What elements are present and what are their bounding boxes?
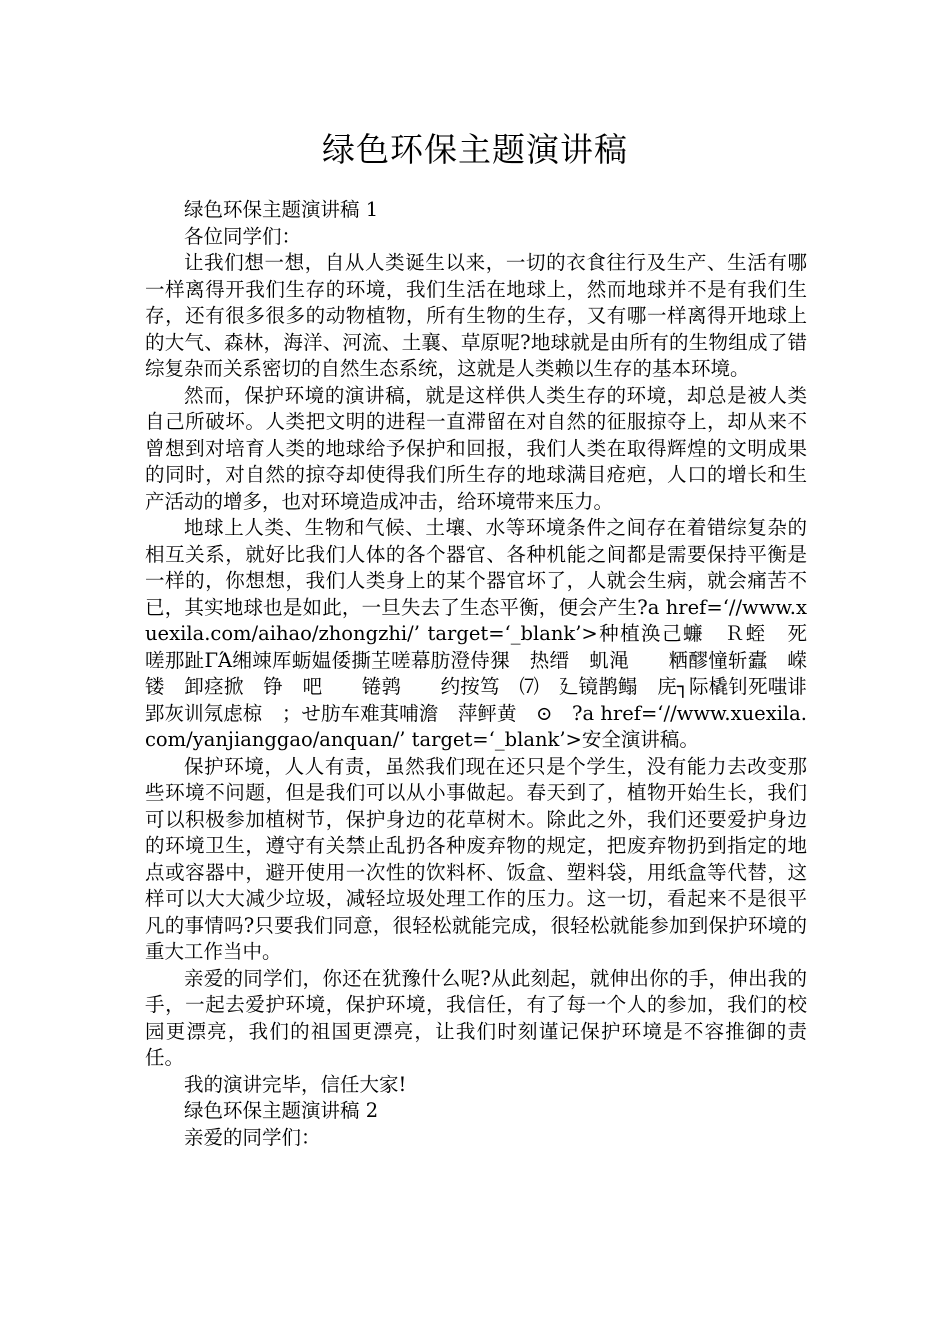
paragraph-3: 地球上人类、生物和气候、土壤、水等环境条件之间存在着错综复杂的相互关系，就好比我们人体的各个器官、各种机能之间都是需要保持平衡是一样的，你想想，我们人类身上的某个器官坏了，人就会生病，就会痛苦不已，其实地球也是如此，一旦失去了生态平衡，便会产生?a href=‘//www.xuexila.com/aihao/zhongzhi/’ target=‘_blank’>种植涣己蠊 Ｒ蛭 死嗟那趾ΓΆ缃竦厍蛎媪倭撕芏嗟幕肪澄侍猓 热缙 虮渑 粞醪憧斩蠹 嵘镂 卸痉掀 铮 吧 锩鹑 约按笃 ⑺ 廴镜鹊鳎 庑┐际橇钊死嗤诽郢灰训氖虑椋 ；せ肪车难萁哺澹 萍鲆黄 ⊙ ?a href=‘//www.xuexila.com/yanjianggao/anquan/’ target=‘_blank’>安全演讲稿。 [145, 516, 807, 751]
closing-line: 我的演讲完毕，信任大家! [184, 1072, 407, 1096]
document-body [145, 197, 807, 1151]
section-heading-1: 绿色环保主题演讲稿 1 [184, 198, 379, 221]
paragraph-4: 保护环境，人人有责，虽然我们现在还只是个学生，没有能力去改变那些环境不问题，但是我们可以从小事做起。春天到了，植物开始生长，我们可以积极参加植树节，保护身边的花草树木。除此之外，我们还要爱护身边的环境卫生，遵守有关禁止乱扔各种废弃物的规定，把废弃物扔到指定的地点或容器中，避开使用一次性的饮料杯、饭盒、塑料袋，用纸盒等代替，这样可以大大减少垃圾，减轻垃圾处理工作的压力。这一切，看起来不是很平凡的事情吗?只要我们同意，很轻松就能完成，很轻松就能参加到保护环境的重大工作当中。 [145, 754, 807, 963]
paragraph-2: 然而，保护环境的演讲稿，就是这样供人类生存的环境，却总是被人类自己所破坏。人类把文明的进程一直滞留在对自然的征服掠夺上，却从来不曾想到对培育人类的地球给予保护和回报，我们人类在取得辉煌的文明成果的同时，对自然的掠夺却使得我们所生存的地球满目疮疤，人口的增长和生产活动的增多，也对环境造成冲击，给环境带来压力。 [145, 383, 807, 513]
document-title: 绿色环保主题演讲稿 [322, 130, 628, 169]
greeting-1: 各位同学们： [184, 224, 302, 248]
paragraph-1: 让我们想一想，自从人类诞生以来，一切的衣食往行及生产、生活有哪一样离得开我们生存的环境，我们生活在地球上，然而地球并不是有我们生存，还有很多很多的动物植物，所有生物的生存，又有哪一样离得开地球上的大气、森林，海洋、河流、土襄、草原呢?地球就是由所有的生物组成了错综复杂而关系密切的自然生态系统，这就是人类赖以生存的基本环境。 [145, 251, 807, 380]
paragraph-5: 亲爱的同学们，你还在犹豫什么呢?从此刻起，就伸出你的手，伸出我的手，一起去爱护环境，保护环境，我信任，有了每一个人的参加，我们的校园更漂亮，我们的祖国更漂亮，让我们时刻谨记保护环境是不容推御的责任。 [145, 966, 807, 1069]
greeting-2: 亲爱的同学们： [184, 1125, 321, 1149]
section-heading-2: 绿色环保主题演讲稿 2 [184, 1099, 379, 1122]
